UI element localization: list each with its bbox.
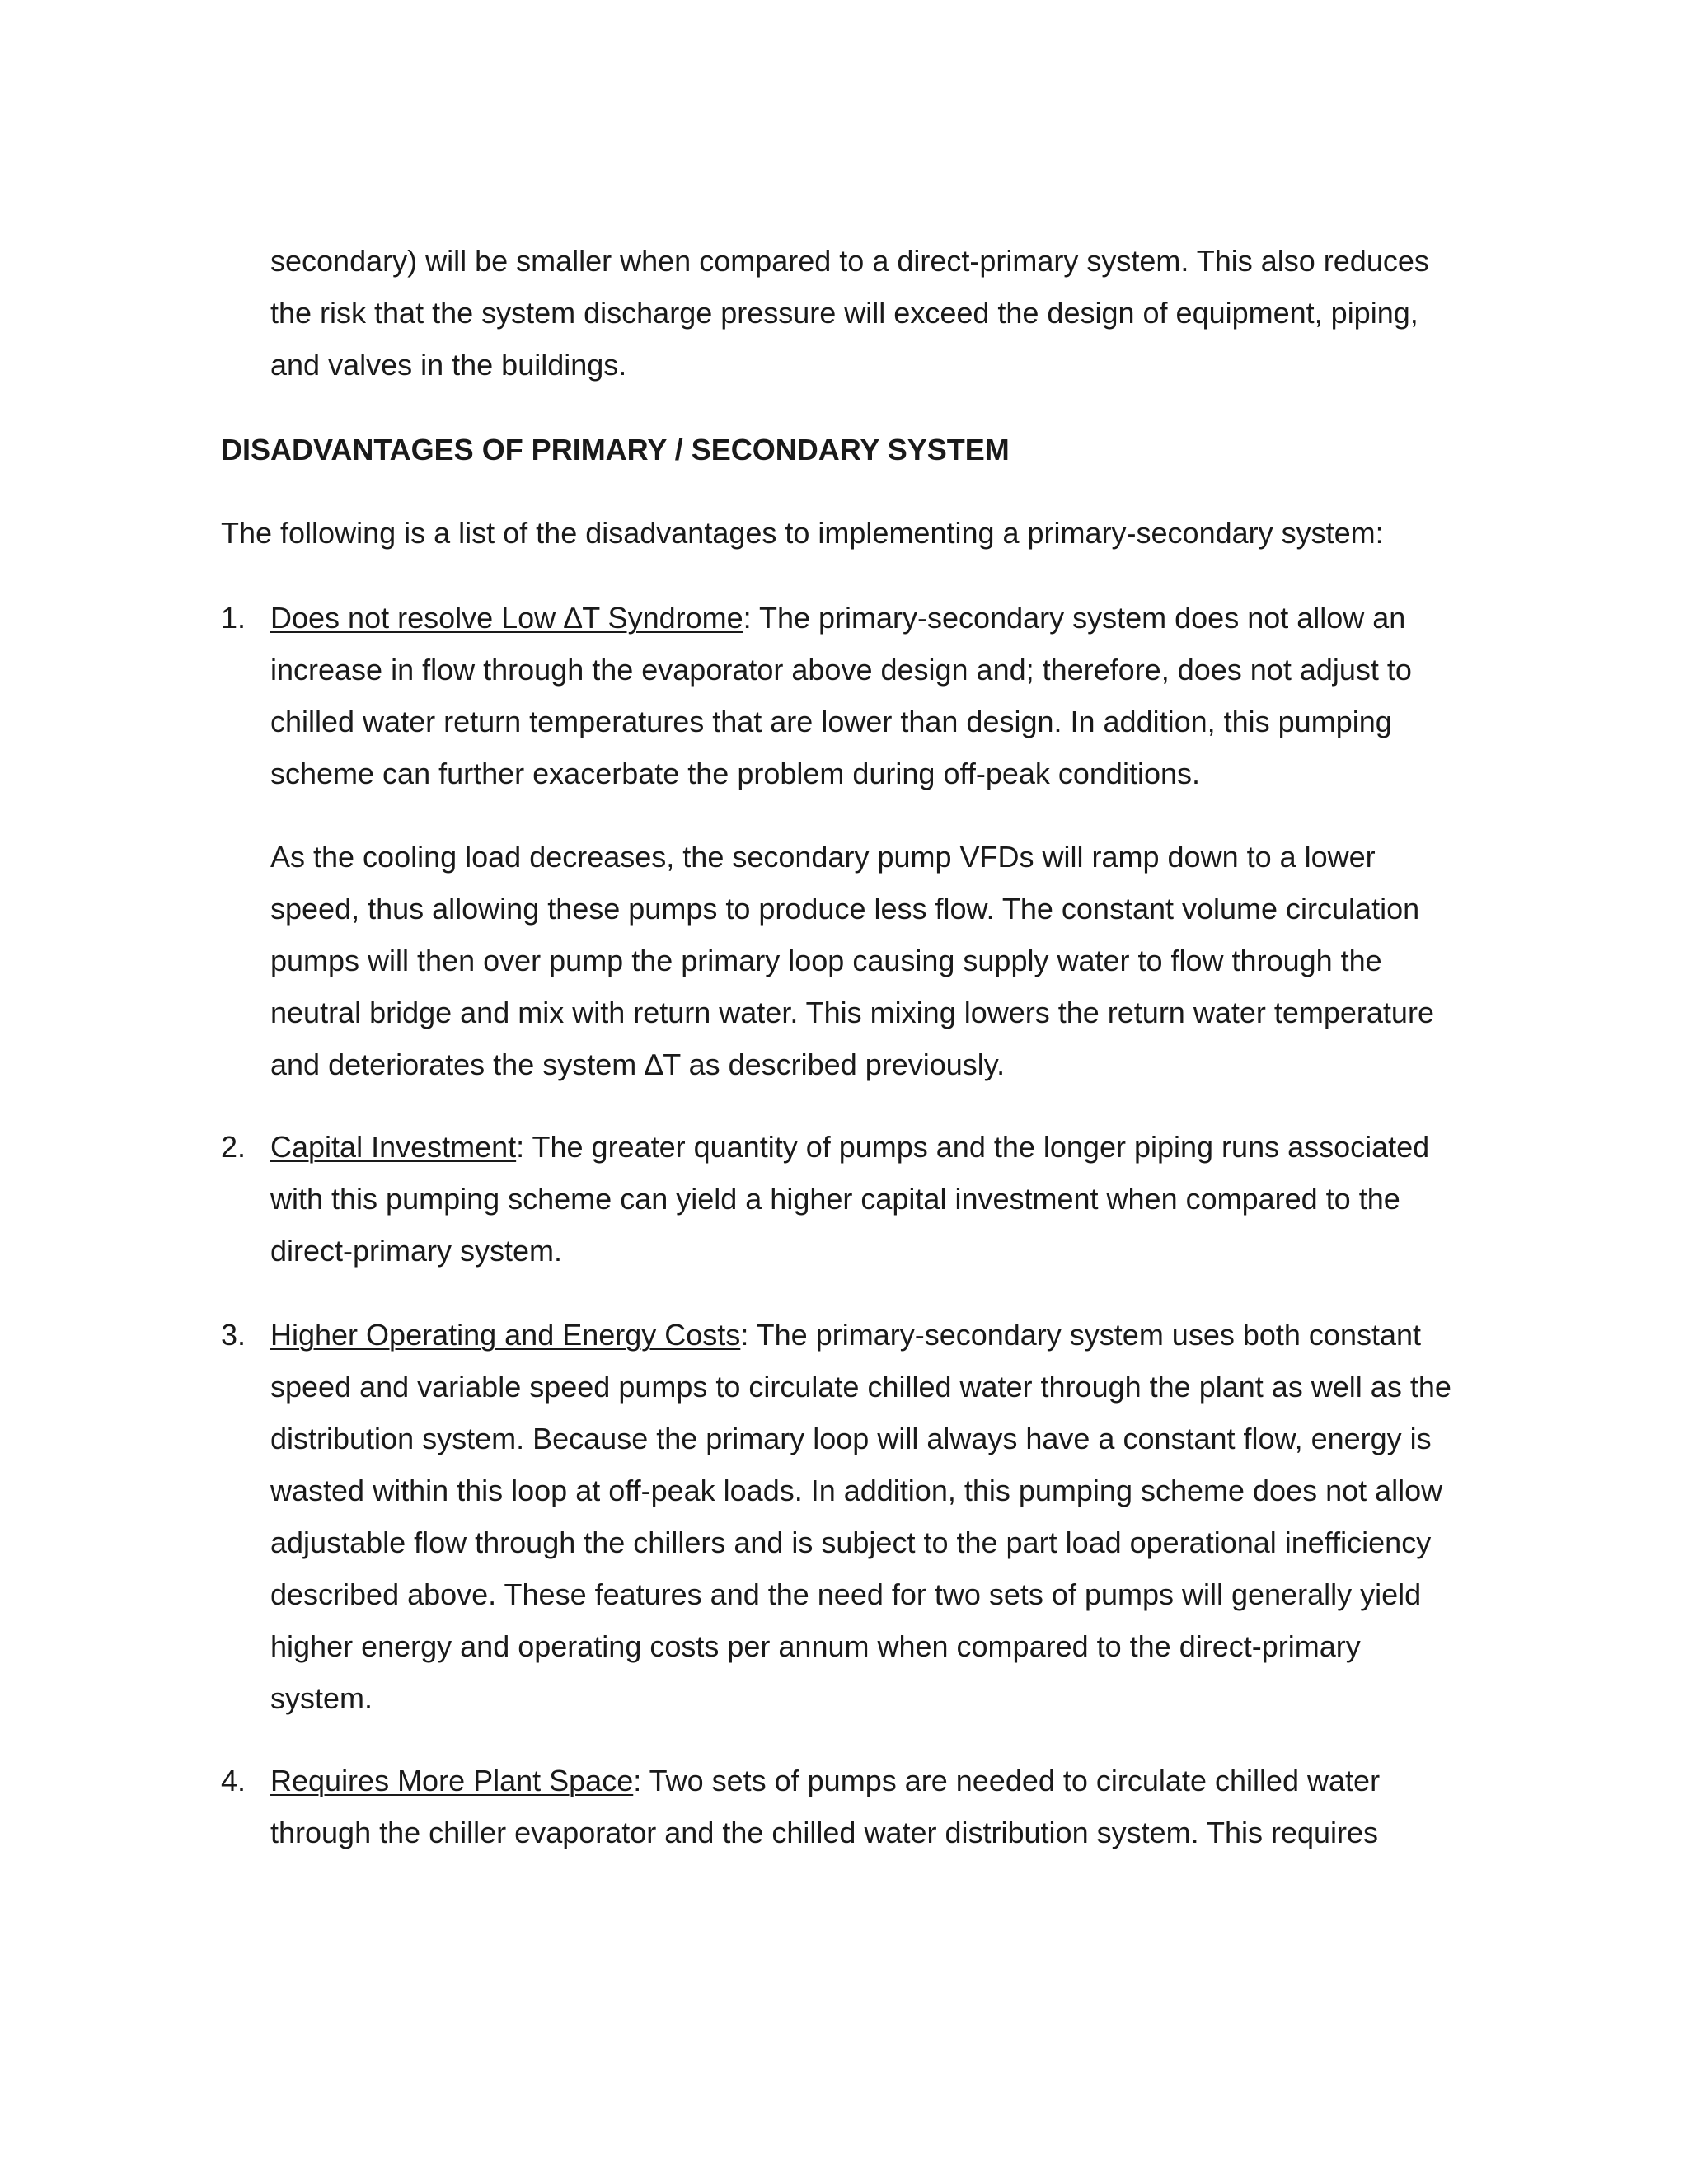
- section-heading: DISADVANTAGES OF PRIMARY / SECONDARY SYSTEM: [221, 433, 1010, 466]
- item-text: : Two sets of pumps are needed to circulate chilled water through the chiller evaporator and the chilled water distribution system. This requires: [270, 1764, 1381, 1849]
- list-number: 1.: [221, 601, 246, 635]
- item-title: Capital Investment: [270, 1130, 517, 1164]
- item-title: Requires More Plant Space: [270, 1764, 634, 1797]
- list-item-body: [270, 1755, 1457, 1858]
- list-number: 4.: [221, 1764, 246, 1797]
- item-title: Does not resolve Low ∆T Syndrome: [270, 601, 743, 635]
- item-text: : The primary-secondary system uses both constant speed and variable speed pumps to circulate chilled water through the plant as well as the distribution system. Because the primary loop will always have a constant flow, energy is wasted within this loop at off-peak loads. In addition, this pumping scheme does not allow adjustable flow through the chillers and is subject to the part load operational inefficiency described above. These features and the need for two sets of pumps will generally yield higher energy and operating costs per annum when compared to the direct-primary system.: [270, 1318, 1451, 1715]
- list-number: 2.: [221, 1130, 246, 1164]
- list-item-body: [270, 592, 1457, 799]
- list-number: 3.: [221, 1318, 246, 1352]
- item-text: : The primary-secondary system does not allow an increase in flow through the evaporator above design and; therefore, does not adjust to chilled water return temperatures that are lower than design. In addition, this pumping scheme can further exacerbate the problem during off-peak conditions.: [270, 601, 1412, 790]
- list-item-1-extra-paragraph: As the cooling load decreases, the secondary pump VFDs will ramp down to a lower speed, thus allowing these pumps to produce less flow. The constant volume circulation pumps will then over pump the primary loop causing supply water to flow through the neutral bridge and mix with return water. This mixing lowers the return water temperature and deteriorates the system ∆T as described previously.: [270, 840, 1434, 1081]
- item-title: Higher Operating and Energy Costs: [270, 1318, 741, 1352]
- item-text: : The greater quantity of pumps and the longer piping runs associated with this pumping scheme can yield a higher capital investment when compared to the direct-primary system.: [270, 1130, 1430, 1268]
- list-item-body: [270, 1121, 1457, 1277]
- continuation-paragraph: secondary) will be smaller when compared to a direct-primary system. This also reduces the risk that the system discharge pressure will exceed the design of equipment, piping, and valves in the buildings.: [270, 244, 1429, 382]
- intro-paragraph: The following is a list of the disadvantages to implementing a primary-secondary system:: [221, 516, 1384, 550]
- list-item-body: [270, 1309, 1457, 1724]
